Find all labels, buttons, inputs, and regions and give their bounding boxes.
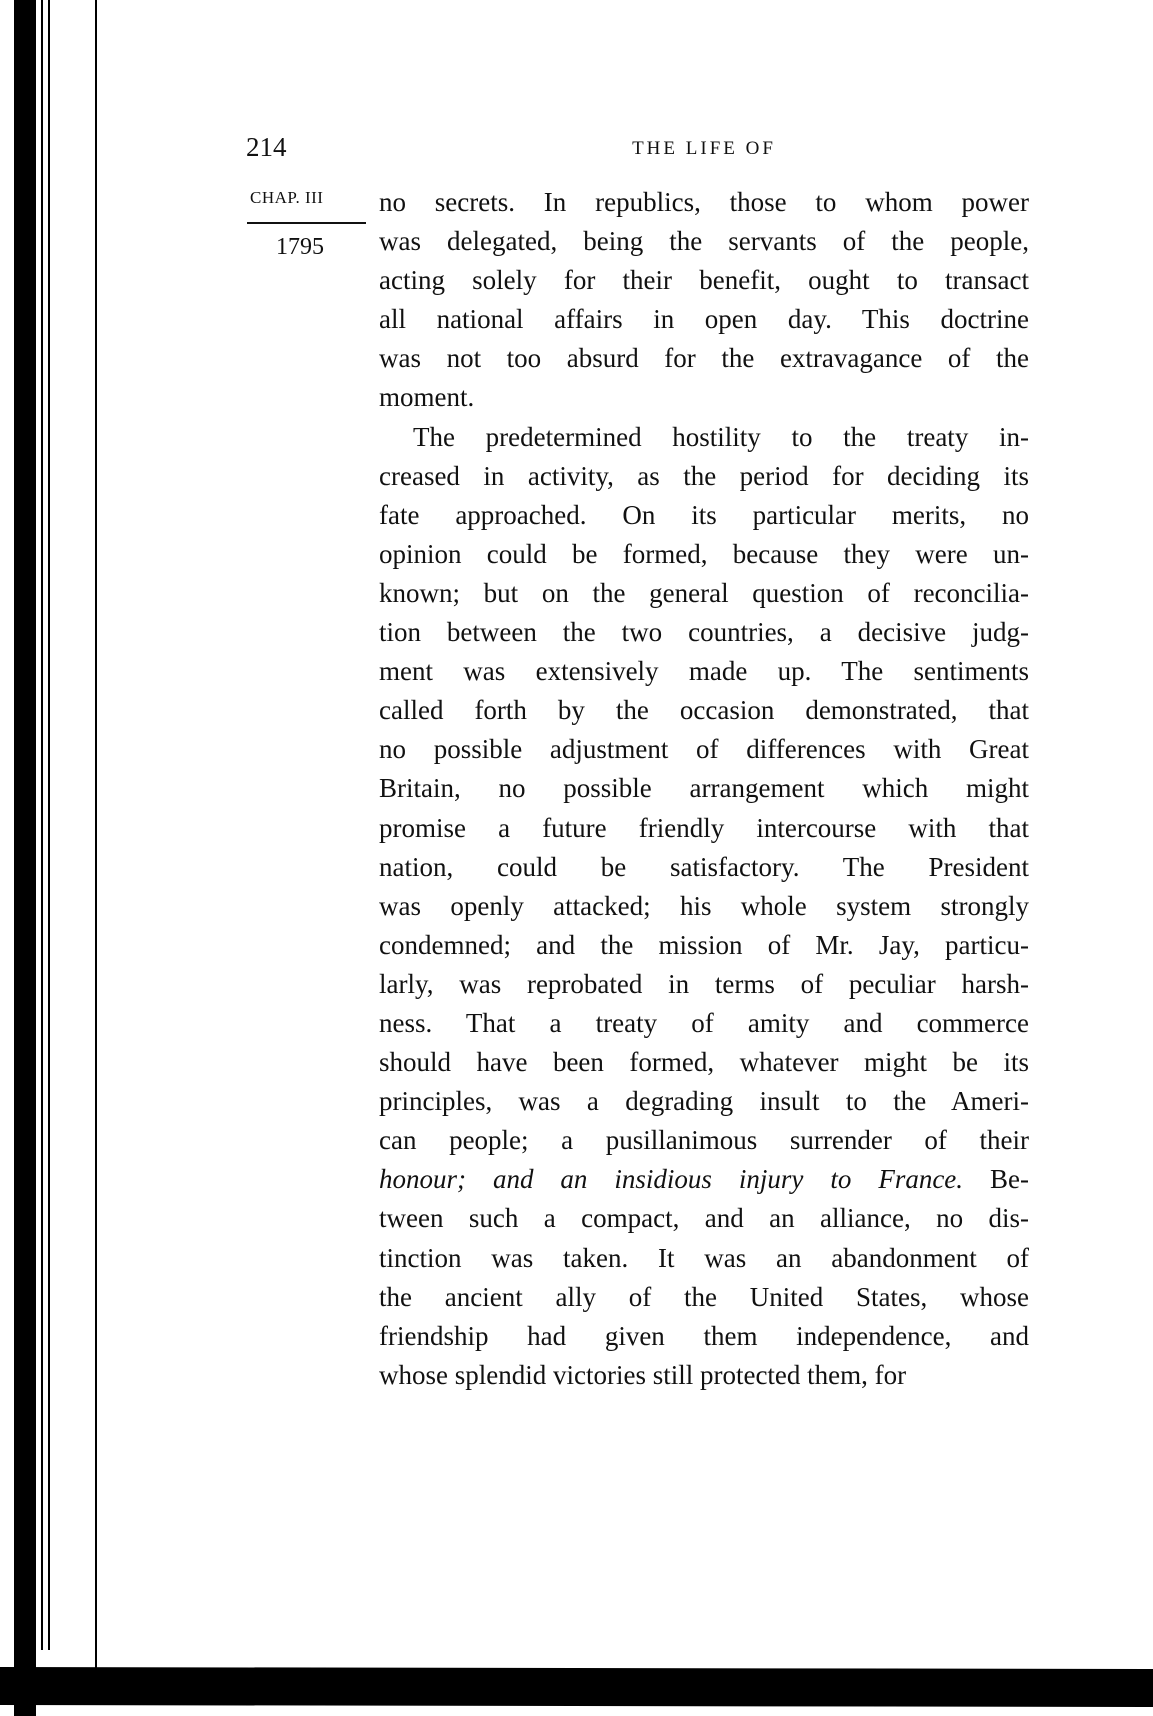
running-head: THE LIFE OF	[632, 138, 776, 159]
scan-edge-bottom-bar	[0, 1667, 1153, 1707]
text-line: fate approached. On its particular merits, no	[379, 499, 1029, 530]
text-line: ness. That a treaty of amity and commerce	[379, 1007, 1029, 1038]
text-line: creased in activity, as the period for deciding its	[379, 460, 1029, 491]
body-text	[379, 183, 1029, 1395]
text-line: whose splendid victories still protected them, for	[379, 1359, 907, 1390]
text-line: tinction was taken. It was an abandonment of	[379, 1242, 1029, 1273]
scan-edge-left-line	[41, 0, 43, 1650]
text-line: acting solely for their benefit, ought to transact	[379, 265, 1029, 296]
text-segment: Be-	[990, 1164, 1029, 1195]
text-line	[379, 1160, 1029, 1199]
page-number: 214	[246, 132, 287, 162]
text-line: no secrets. In republics, those to whom power	[379, 187, 1029, 217]
text-line: opinion could be formed, because they were un-	[379, 538, 1029, 569]
text-line: nation, could be satisfactory. The President	[379, 851, 1029, 882]
text-line: The predetermined hostility to the treaty in-	[413, 421, 1029, 452]
text-line: was openly attacked; his whole system strongly	[379, 890, 1029, 921]
scan-edge-left-line	[95, 0, 97, 1670]
text-line: condemned; and the mission of Mr. Jay, particu-	[379, 929, 1029, 960]
text-line: no possible adjustment of differences with Great	[379, 734, 1029, 765]
italic-text: honour; and an insidious injury to France.	[379, 1164, 964, 1195]
text-line: tion between the two countries, a decisive judg-	[379, 617, 1029, 648]
text-line: was not too absurd for the extravagance of the	[379, 343, 1029, 374]
text-line: was delegated, being the servants of the people,	[379, 226, 1029, 257]
text-line: should have been formed, whatever might be its	[379, 1047, 1029, 1078]
scan-edge-left-line	[48, 0, 50, 1650]
text-line: the ancient ally of the United States, whose	[379, 1281, 1029, 1312]
margin-year: 1795	[276, 234, 324, 260]
margin-rule	[247, 222, 366, 224]
scan-edge-left-bar	[14, 0, 36, 1716]
text-line: tween such a compact, and an alliance, no dis-	[379, 1203, 1029, 1234]
text-line: all national affairs in open day. This doctrine	[379, 304, 1029, 335]
text-line: Britain, no possible arrangement which might	[379, 773, 1029, 804]
text-line: promise a future friendly intercourse with that	[379, 812, 1029, 843]
text-line: can people; a pusillanimous surrender of their	[379, 1125, 1029, 1156]
text-line: ment was extensively made up. The sentiments	[379, 656, 1029, 687]
text-line: known; but on the general question of reconcilia-	[379, 577, 1029, 608]
text-line: moment.	[379, 382, 475, 413]
text-line: larly, was reprobated in terms of peculiar harsh-	[379, 968, 1029, 999]
margin-chapter: CHAP. III	[250, 188, 324, 207]
text-line: friendship had given them independence, and	[379, 1320, 1029, 1351]
text-line: principles, was a degrading insult to the Ameri-	[379, 1086, 1029, 1117]
text-line: called forth by the occasion demonstrated, that	[379, 695, 1029, 726]
